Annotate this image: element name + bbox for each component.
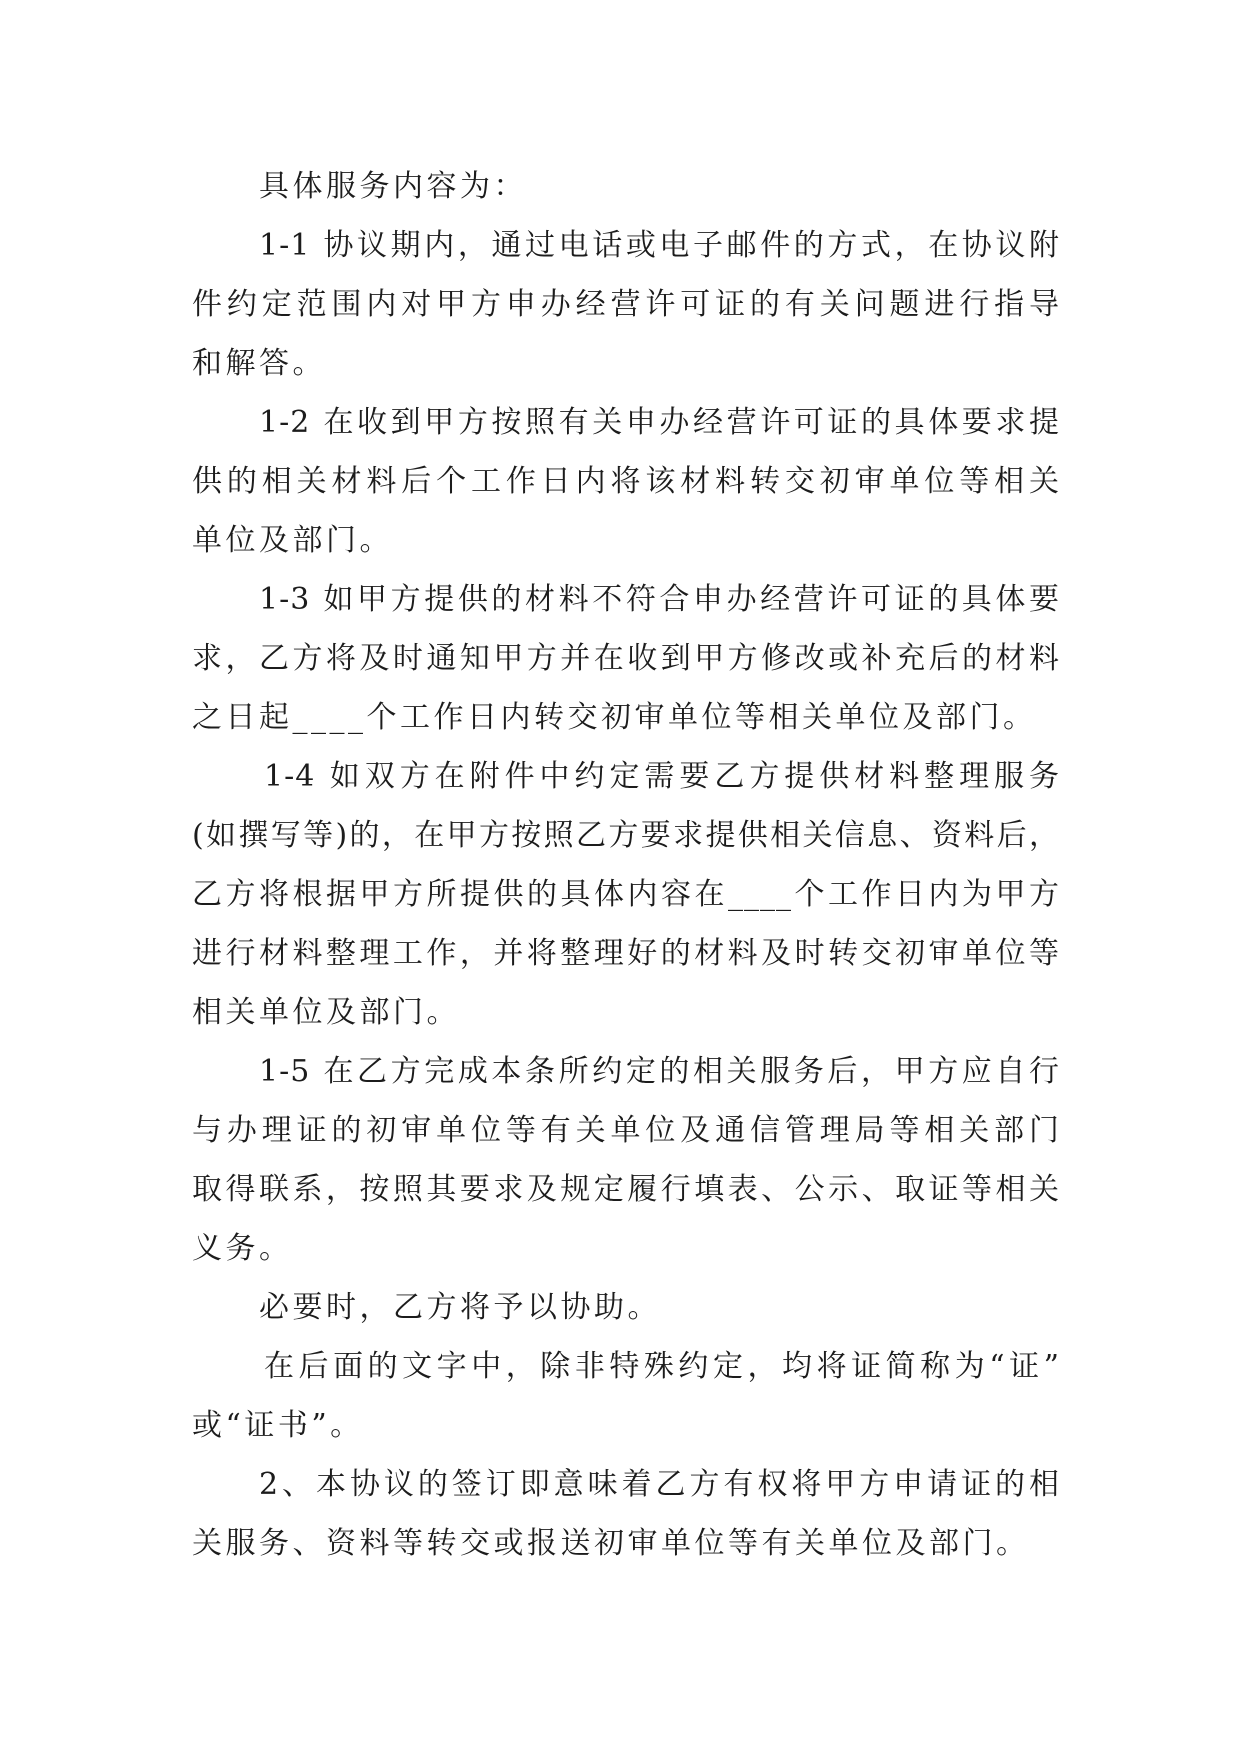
paragraph-service-content-heading — [192, 157, 1060, 216]
text-line: 1-5 在乙方完成本条所约定的相关服务后，甲方应自行 — [259, 1054, 1060, 1089]
paragraph-clause-1-5 — [192, 1042, 1060, 1278]
text-line: 单位及部门。 — [192, 523, 393, 558]
text-line: 供的相关材料后个工作日内将该材料转交初审单位等相关 — [192, 464, 1060, 499]
text-line: 件约定范围内对甲方申办经营许可证的有关问题进行指导 — [192, 287, 1060, 322]
paragraph-clause-2 — [192, 1455, 1060, 1573]
text-line: 在后面的文字中，除非特殊约定，均将证简称为“证” — [264, 1349, 1060, 1384]
text-line: 取得联系，按照其要求及规定履行填表、公示、取证等相关 — [192, 1172, 1060, 1207]
text-line: (如撰写等)的，在甲方按照乙方要求提供相关信息、资料后， — [192, 818, 1060, 853]
text-line: 义务。 — [192, 1231, 293, 1266]
paragraph-abbreviation-note — [192, 1337, 1060, 1455]
text-line: 必要时，乙方将予以协助。 — [259, 1290, 661, 1325]
text-line: 2、本协议的签订即意味着乙方有权将甲方申请证的相 — [259, 1467, 1060, 1502]
text-line: 和解答。 — [192, 346, 326, 381]
text-line: 或“证书”。 — [192, 1408, 364, 1443]
text-line: 与办理证的初审单位等有关单位及通信管理局等相关部门 — [192, 1113, 1060, 1148]
paragraph-clause-1-4 — [192, 747, 1060, 1042]
text-line: 1-4 如双方在附件中约定需要乙方提供材料整理服务 — [264, 759, 1060, 794]
text-line: 乙方将根据甲方所提供的具体内容在____个工作日内为甲方 — [192, 877, 1060, 912]
text-line: 1-2 在收到甲方按照有关申办经营许可证的具体要求提 — [259, 405, 1060, 440]
paragraph-clause-1-1 — [192, 216, 1060, 393]
text-line: 进行材料整理工作，并将整理好的材料及时转交初审单位等 — [192, 936, 1060, 971]
paragraph-clause-1-2 — [192, 393, 1060, 570]
text-line: 关服务、资料等转交或报送初审单位等有关单位及部门。 — [192, 1526, 1030, 1561]
text-line: 1-3 如甲方提供的材料不符合申办经营许可证的具体要 — [259, 582, 1060, 617]
text-line: 求，乙方将及时通知甲方并在收到甲方修改或补充后的材料 — [192, 641, 1060, 676]
text-line: 之日起____个工作日内转交初审单位等相关单位及部门。 — [192, 700, 1037, 735]
paragraph-clause-1-3 — [192, 570, 1060, 747]
document-body — [192, 157, 1060, 1573]
text-line: 相关单位及部门。 — [192, 995, 460, 1030]
text-line: 1-1 协议期内，通过电话或电子邮件的方式，在协议附 — [259, 228, 1060, 263]
paragraph-assistance-note — [192, 1278, 1060, 1337]
text-line: 具体服务内容为： — [259, 169, 527, 204]
